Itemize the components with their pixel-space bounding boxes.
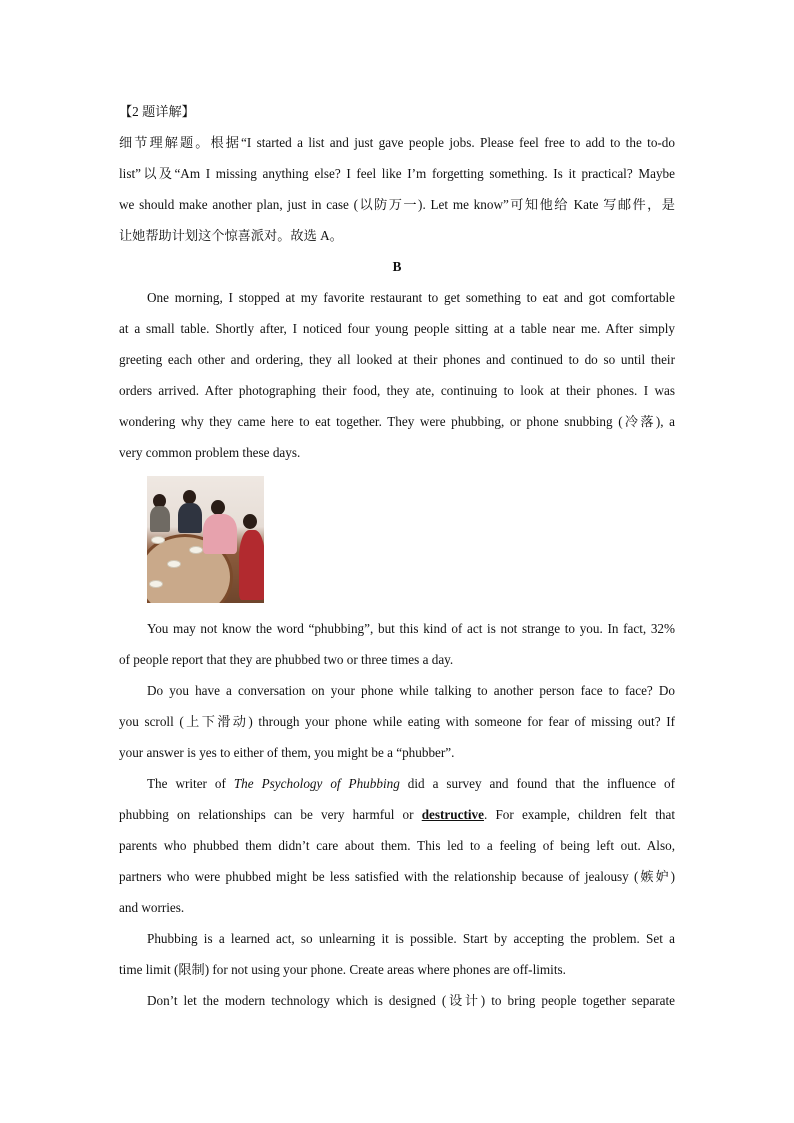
restaurant-photo [147,476,264,603]
explanation-line: 细节理解题。根据“I started a list and just gave people jobs. Please feel free to add to the to-do [119,135,675,150]
paragraph-line: your answer is yes to either of them, you might be a “phubber”. [119,745,455,760]
paragraph-line: you scroll (上下滑动) through your phone while eating with someone for fear of missing out? If [119,714,675,729]
paragraph-line: orders arrived. After photographing their food, they ate, continuing to look at their phones. I was [119,383,675,398]
highlighted-word: destructive [421,807,484,822]
paragraph-line: of people report that they are phubbed two or three times a day. [119,652,454,667]
paragraph-line: Do you have a conversation on your phone while talking to another person face to face? Do [147,683,675,698]
text-run: did a survey and found that the influence of [399,776,675,791]
explanation-line: 让她帮助计划这个惊喜派对。故选 A。 [119,228,343,243]
text-run: phubbing on relationships can be very harmful or [119,807,422,822]
document-page [119,96,675,1016]
paragraph-line: Phubbing is a learned act, so unlearning it is possible. Start by accepting the problem. Set a [147,931,675,946]
text-run: The writer of [147,776,234,791]
paragraph-line: partners who were phubbed might be less satisfied with the relationship because of jealousy (嫉妒) [119,869,675,884]
paragraph-line: Don’t let the modern technology which is designed (设计) to bring people together separate [147,993,675,1008]
paragraph-line [119,768,675,799]
text-run: . For example, children felt that [483,807,675,822]
section-title: B [392,259,402,274]
explanation-line: list”以及“Am I missing anything else? I feel like I’m forgetting something. Is it practical? Maybe [119,166,675,181]
paragraph-line: at a small table. Shortly after, I noticed four young people sitting at a table near me. After simply [119,321,675,336]
paragraph-line: You may not know the word “phubbing”, but this kind of act is not strange to you. In fact, 32% [147,621,675,636]
paragraph-line: wondering why they came here to eat together. They were phubbing, or phone snubbing (冷落), a [119,414,675,429]
explanation-line: we should make another plan, just in case (以防万一). Let me know”可知他给 Kate 写邮件，是 [119,197,675,212]
paragraph-line: One morning, I stopped at my favorite restaurant to get something to eat and got comfortable [147,290,675,305]
paragraph-line: time limit (限制) for not using your phone. Create areas where phones are off-limits. [119,962,566,977]
answer-header: 【2 题详解】 [119,104,195,119]
book-title: The Psychology of Phubbing [233,776,400,791]
paragraph-line: very common problem these days. [119,445,301,460]
paragraph-line: greeting each other and ordering, they all looked at their phones and continued to do so until their [119,352,675,367]
paragraph-line: and worries. [119,900,185,915]
paragraph-line [119,799,675,830]
paragraph-line: parents who phubbed them didn’t care about them. This led to a feeling of being left out. Also, [119,838,675,853]
